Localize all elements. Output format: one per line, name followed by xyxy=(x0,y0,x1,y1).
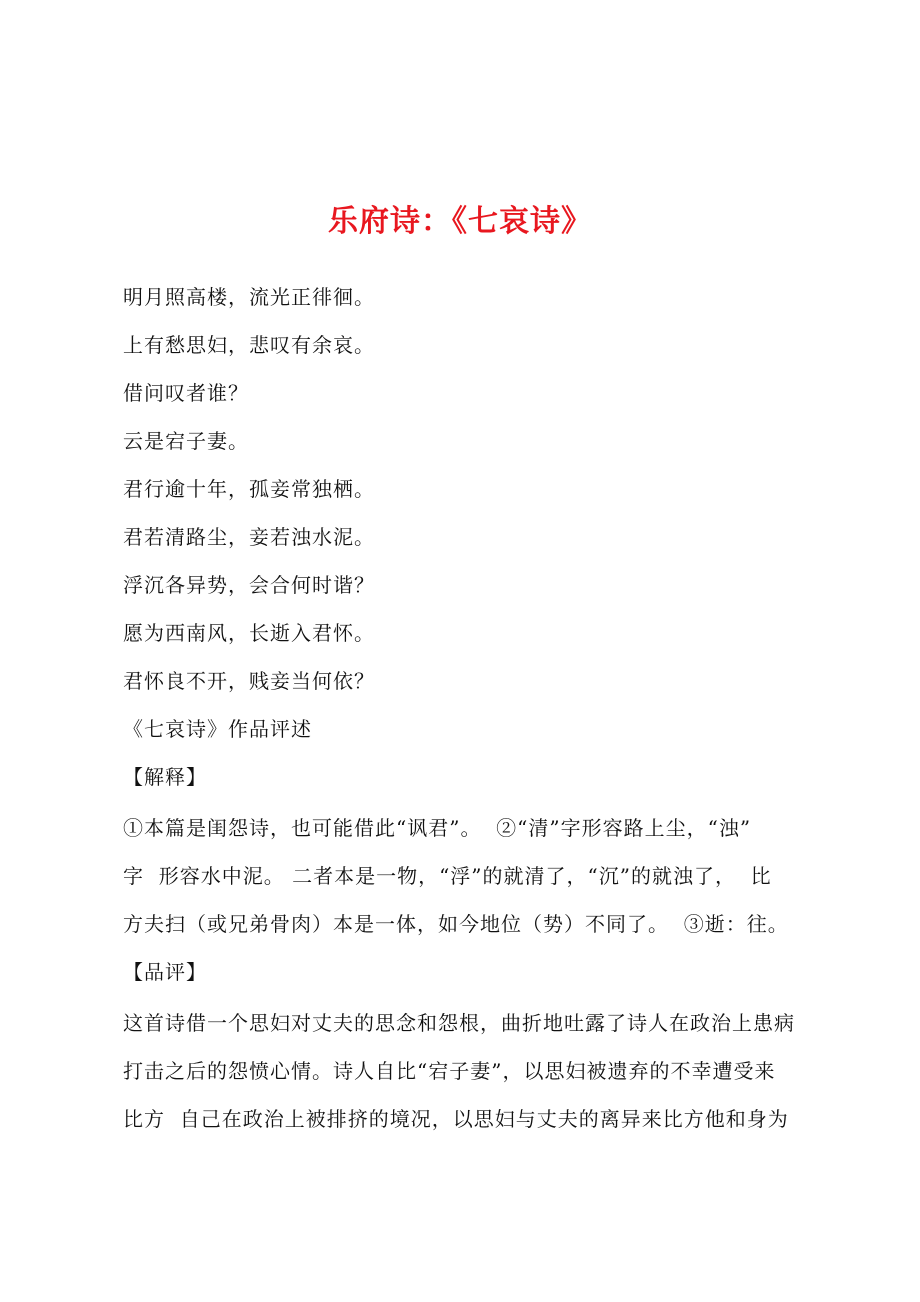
poem-line: 君行逾十年，孤妾常独栖。 xyxy=(123,477,375,501)
review-heading: 《七哀诗》作品评述 xyxy=(123,717,312,741)
commentary-line: 打击之后的怨愤心情。诗人自比“宕子妻”，以思妇被遗弃的不幸遭受来 xyxy=(123,1059,776,1083)
explanation-heading: 【解释】 xyxy=(123,765,207,789)
commentary-line: 这首诗借一个思妇对丈夫的思念和怨根，曲折地吐露了诗人在政治上患病 xyxy=(123,1011,795,1035)
explanation-line: ①本篇是闺怨诗，也可能借此“讽君”。 ②“清”字形容路上尘，“浊” xyxy=(123,816,752,840)
page-title: 乐府诗：《七哀诗》 xyxy=(328,204,592,239)
poem-line: 明月照高楼，流光正徘徊。 xyxy=(123,285,375,309)
explanation-line: 方夫扫（或兄弟骨肉）本是一体，如今地位（势）不同了。 ③逝：往。 xyxy=(123,912,789,936)
poem-line: 借问叹者谁？ xyxy=(123,381,249,405)
poem-line: 浮沉各异势，会合何时谐？ xyxy=(123,573,375,597)
commentary-heading: 【品评】 xyxy=(123,960,207,984)
poem-line: 君若清路尘，妾若浊水泥。 xyxy=(123,525,375,549)
commentary-line: 比方 自己在政治上被排挤的境况，以思妇与丈夫的离异来比方他和身为 xyxy=(123,1107,789,1131)
poem-line: 上有愁思妇，悲叹有余哀。 xyxy=(123,333,375,357)
poem-line: 愿为西南风，长逝入君怀。 xyxy=(123,621,375,645)
poem-line: 君怀良不开，贱妾当何依？ xyxy=(123,669,375,693)
poem-line: 云是宕子妻。 xyxy=(123,429,249,453)
explanation-line: 字 形容水中泥。 二者本是一物，“浮”的就清了，“沉”的就浊了， 比 xyxy=(123,864,772,888)
